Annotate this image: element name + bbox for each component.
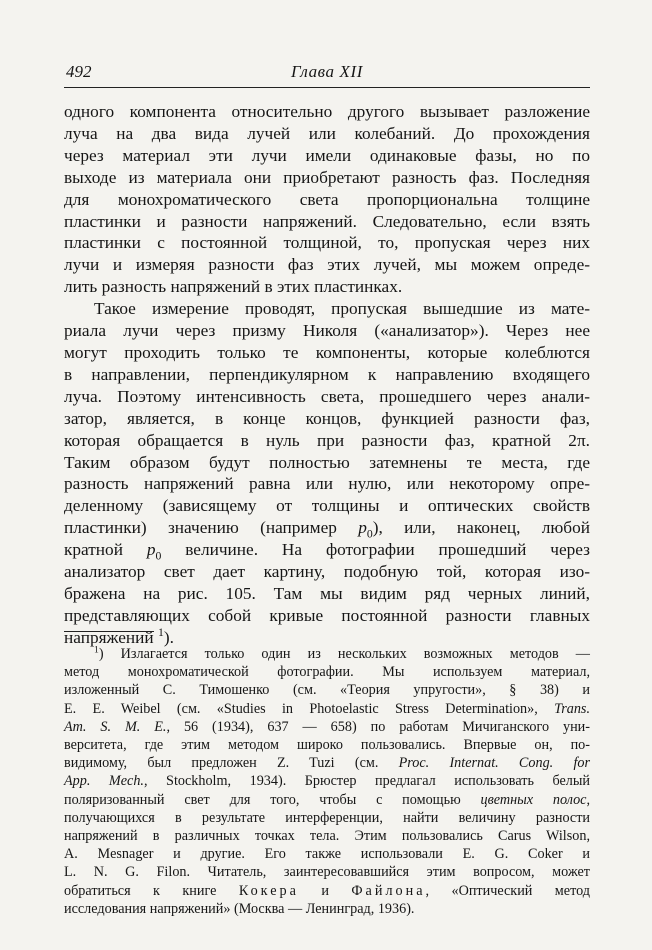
body-line-segment: ).: [163, 627, 174, 647]
footnote-line: [64, 754, 590, 772]
footnote-line-segment: A. Mesnager и другие. Его также использовали E. G. Coker и: [64, 846, 590, 863]
footnote-line-segment: , Stockholm, 1934). Брюстер предлагал использовать белый: [143, 773, 590, 790]
footnote-line: [64, 772, 590, 790]
footnotes: [64, 645, 590, 918]
body-line: [64, 298, 590, 320]
footnote-line-segment: Кокера: [238, 882, 299, 899]
body-line-segment: анализатор свет дает картину, подобную той, которая изо-: [64, 562, 590, 582]
footnote-line: [64, 681, 590, 699]
footnote-line-segment: ) Излагается только один из нескольких возможных методов —: [98, 646, 590, 662]
body-line-segment: кратной: [64, 540, 147, 560]
body-line-segment: риала лучи через призму Николя («анализатор»). Через нее: [64, 321, 590, 341]
body-line-segment: пластинки) значению (например: [64, 518, 359, 538]
body-line-segment: 0: [155, 549, 162, 563]
footnote-line: [64, 809, 590, 827]
body-line: [64, 539, 590, 561]
body-line-segment: представляющих собой кривые постоянной разности главных: [64, 605, 590, 625]
body-line-segment: величине. На фотографии прошедший через: [161, 540, 590, 560]
body-line: [64, 561, 590, 583]
footnote-line-segment: , 56 (1934), 637 — 658) по работам Мичиганского уни-: [166, 718, 591, 735]
body-line: [64, 342, 590, 364]
body-line-segment: 0: [366, 527, 373, 541]
body-line-segment: для монохроматического света пропорциональна толщине: [64, 189, 590, 209]
body-line-segment: напряжений: [64, 627, 158, 647]
footnote-line-segment: 1: [94, 644, 99, 656]
footnote-line-segment: поляризованный свет для того, чтобы с помощью: [64, 791, 481, 808]
body-line: [64, 583, 590, 605]
body-line-segment: разность напряжений равна или нулю, или некоторому опре-: [64, 474, 590, 494]
body-line-segment: 1: [157, 625, 164, 639]
body-line-segment: p: [146, 540, 156, 560]
body-line: [64, 101, 590, 123]
body-line-segment: Такое измерение проводят, пропуская вышедшие из мате-: [94, 299, 590, 319]
body-line: [64, 232, 590, 254]
footnote-line-segment: L. N. G. Filon. Читатель, заинтересовавшийся этим вопросом, может: [64, 864, 590, 881]
main-text: [64, 101, 590, 649]
body-line-segment: Таким образом будут полностью затемнены те места, где: [64, 452, 590, 472]
body-line-segment: лить разность напряжений в этих пластинках.: [64, 277, 403, 297]
footnote-line: [64, 827, 590, 845]
body-line-segment: могут проходить только те компоненты, которые колеблются: [64, 342, 590, 362]
body-line: [64, 517, 590, 539]
header-rule: [64, 87, 590, 88]
footnote-line-segment: получающихся в результате интерференции, найти величину разности: [64, 809, 590, 826]
footnote-line-segment: Am. S. M. E.: [64, 718, 167, 735]
body-line-segment: пластинки с постоянной толщиной, то, пропуская через них: [64, 233, 590, 253]
footnote-rule: [64, 631, 154, 632]
body-line-segment: одного компонента относительно другого вызывает разложение: [64, 102, 590, 121]
body-line: [64, 408, 590, 430]
body-line: [64, 364, 590, 386]
footnote-line: [64, 863, 590, 881]
page-number: 492: [66, 62, 92, 81]
body-line: [64, 145, 590, 167]
body-line: [64, 123, 590, 145]
body-line-segment: в направлении, перпендикулярном к направлению входящего: [64, 364, 590, 384]
body-line-segment: бражена на рис. 105. Там мы видим ряд черных линий,: [64, 583, 590, 603]
footnote-line-segment: Файлона: [351, 882, 426, 899]
body-line-segment: пластинки и разности напряжений. Следовательно, если взять: [64, 211, 590, 231]
footnote-line-segment: и: [298, 882, 352, 899]
footnote-line-segment: E. E. Weibel (см. «Studies in Photoelastic Stress Determination»,: [64, 700, 555, 717]
footnote-line: [64, 663, 590, 681]
footnote-line: [64, 736, 590, 754]
body-line: [64, 495, 590, 517]
footnote-line-segment: исследования напряжений» (Москва — Ленинград, 1936).: [64, 900, 415, 917]
footnote-line-segment: обратиться к книге: [64, 882, 239, 899]
footnote-line-segment: напряжений в различных точках тела. Этим пользовались Carus Wilson,: [64, 828, 590, 845]
footnote-line: [64, 882, 590, 900]
body-line: [64, 320, 590, 342]
body-line: [64, 189, 590, 211]
body-line: [64, 605, 590, 627]
body-line: [64, 452, 590, 474]
body-line: [64, 473, 590, 495]
body-line: [64, 211, 590, 233]
footnote-line: [64, 700, 590, 718]
footnote-line: [64, 845, 590, 863]
footnote-line: [64, 791, 590, 809]
footnote-line: [64, 645, 590, 663]
chapter-title: Глава XII: [290, 62, 363, 81]
footnote-line-segment: цветных полос: [480, 791, 587, 808]
footnote-line-segment: изложенный С. Тимошенко (см. «Теория упругости», § 38) и: [64, 682, 590, 699]
body-line-segment: выходе из материала они приобретают разность фаз. Последняя: [64, 167, 590, 187]
footnote-line-segment: видимому, был предложен Z. Tuzi (см.: [64, 755, 399, 772]
footnote-line-segment: App. Mech.: [64, 773, 144, 790]
footnote-line-segment: верситета, где этим методом широко пользовались. Впервые он, по-: [64, 737, 590, 754]
body-line-segment: деленному (зависящему от толщины и оптических свойств: [64, 496, 590, 516]
body-line-segment: ), или, наконец, любой: [372, 518, 590, 538]
body-line: [64, 430, 590, 452]
body-line-segment: луча на два вида лучей или колебаний. До прохождения: [64, 123, 590, 143]
body-line-segment: через материал эти лучи имели одинаковые фазы, но по: [64, 145, 590, 165]
footnote-line: [64, 718, 590, 736]
body-line-segment: луча. Поэтому интенсивность света, прошедшего через анали-: [64, 386, 590, 406]
body-line: [64, 167, 590, 189]
body-line-segment: лучи и измеряя разности фаз этих лучей, мы можем опреде-: [64, 255, 590, 275]
footnote-line-segment: Trans.: [554, 700, 590, 717]
running-header: [64, 58, 590, 88]
footnote-line-segment: , «Оптический метод: [425, 882, 590, 899]
body-line-segment: которая обращается в нуль при разности фаз, кратной 2π.: [64, 430, 590, 450]
body-line: [64, 254, 590, 276]
footnote-line-segment: ,: [586, 791, 591, 808]
footnote-line-segment: Proc. Internat. Cong. for: [398, 755, 590, 772]
body-line: [64, 276, 590, 298]
body-line-segment: затор, является, в конце концов, функцией разности фаз,: [64, 408, 590, 428]
body-line: [64, 386, 590, 408]
body-line-segment: p: [358, 518, 367, 538]
footnote-line: [64, 900, 590, 918]
footnote-line-segment: метод монохроматической фотографии. Мы используем материал,: [64, 664, 590, 681]
